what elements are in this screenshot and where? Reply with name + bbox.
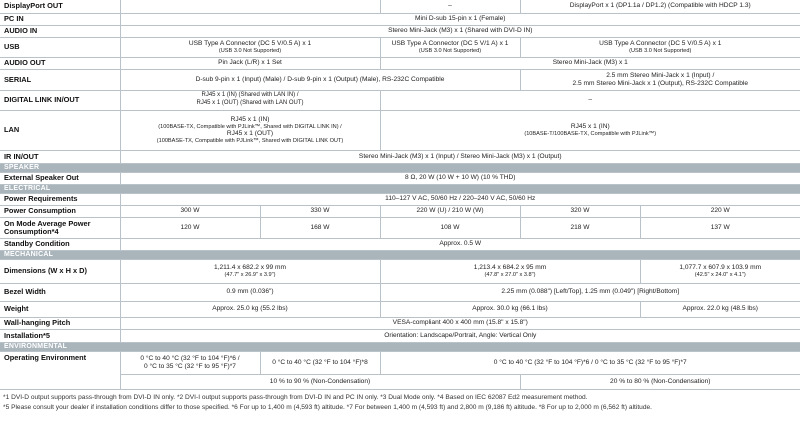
row-label: SERIAL: [0, 69, 120, 90]
row-label: DisplayPort OUT: [0, 0, 120, 13]
row-displayport-out: [0, 0, 800, 13]
cell-note: (100BASE-TX, Compatible with PJLink™, Shared with DIGITAL LINK OUT): [156, 137, 344, 144]
cell-main: 1,213.4 x 684.2 x 95 mm: [473, 264, 547, 271]
spec-cell: [640, 259, 800, 283]
row-label: Wall-hanging Pitch: [0, 317, 120, 329]
row-audio-out: [0, 57, 800, 69]
spec-cell: 137 W: [640, 217, 800, 238]
row-humidity: [0, 374, 800, 389]
row-installation: [0, 329, 800, 342]
row-label: Dimensions (W x H x D): [0, 259, 120, 283]
spec-cell: Orientation: Landscape/Portrait, Angle: Vertical Only: [120, 329, 800, 342]
spec-cell: Stereo Mini-Jack (M3) x 1 (Input) / Stereo Mini-Jack (M3) x 1 (Output): [120, 150, 800, 163]
row-operating-environment: [0, 351, 800, 374]
cell-note: (100BASE-TX, Compatible with PJLink™, Shared with DIGITAL LINK IN) /: [158, 123, 342, 130]
row-label: AUDIO OUT: [0, 57, 120, 69]
row-bezel-width: [0, 283, 800, 301]
spec-cell: Approx. 25.0 kg (55.2 lbs): [120, 301, 380, 317]
spec-cell: 0 °C to 40 °C (32 °F to 104 °F)*6 / 0 °C to 35 °C (32 °F to 95 °F)*7: [120, 351, 260, 374]
footnotes: [0, 390, 800, 414]
section-mechanical: [0, 250, 800, 259]
cell-note: (10BASE-T/100BASE-TX, Compatible with PJLink™): [524, 130, 657, 137]
cell-main: RJ45 x 1 (OUT): [226, 130, 274, 137]
spec-cell: [380, 110, 800, 150]
spec-cell: 108 W: [380, 217, 520, 238]
row-label: Standby Condition: [0, 238, 120, 250]
spec-cell: DisplayPort x 1 (DP1.1a / DP1.2) (Compatible with HDCP 1.3): [520, 0, 800, 13]
spec-cell: 110–127 V AC, 50/60 Hz / 220–240 V AC, 50/60 Hz: [120, 193, 800, 205]
row-label: PC IN: [0, 13, 120, 25]
spec-cell: 320 W: [520, 205, 640, 217]
cell-note: (USB 3.0 Not Supported): [218, 47, 282, 54]
spec-cell: [380, 37, 520, 57]
row-external-speaker: [0, 172, 800, 184]
spec-cell: Stereo Mini-Jack (M3) x 1: [380, 57, 800, 69]
spec-cell: [120, 110, 380, 150]
cell-main: RJ45 x 1 (IN): [230, 116, 270, 123]
row-dimensions: [0, 259, 800, 283]
spec-cell: 8 Ω, 20 W (10 W + 10 W) (10 % THD): [120, 172, 800, 184]
row-power-consumption: [0, 205, 800, 217]
spec-cell: 300 W: [120, 205, 260, 217]
cell-main: RJ45 x 1 (IN): [570, 123, 610, 130]
cell-main: 1,211.4 x 682.2 x 99 mm: [213, 264, 287, 271]
spec-cell: Stereo Mini-Jack (M3) x 1 (Shared with DVI-D IN): [120, 25, 800, 37]
spec-cell: 220 W: [640, 205, 800, 217]
row-standby: [0, 238, 800, 250]
row-pc-in: [0, 13, 800, 25]
footnote-line: *5 Please consult your dealer if installation conditions differ to those specified. *6 For up to 1,400 m (4,593 ft) altitude. *7 For between 1,400 m (4,593 ft) and 2,800 m (9,186 ft) altitude. *8 For up to 2,000 m (6,562 ft) altitude.: [3, 404, 653, 411]
section-title: SPEAKER: [0, 163, 800, 172]
spec-cell: 218 W: [520, 217, 640, 238]
cell-note: (USB 3.0 Not Supported): [418, 47, 482, 54]
spec-cell: 220 W (U) / 210 W (W): [380, 205, 520, 217]
spec-cell: [520, 37, 800, 57]
row-label: USB: [0, 37, 120, 57]
row-weight: [0, 301, 800, 317]
spec-cell: RJ45 x 1 (IN) (Shared with LAN IN) / RJ45 x 1 (OUT) (Shared with LAN OUT): [120, 90, 380, 110]
row-label: Power Consumption: [0, 205, 120, 217]
footnote-line: *1 DVI-D output supports pass-through from DVI-D IN only. *2 DVI-I output supports pass-through from DVI-D IN and PC IN only. *3 Dual Mode only. *4 Based on IEC 62087 Ed2 measurement method.: [3, 393, 588, 401]
row-label: AUDIO IN: [0, 25, 120, 37]
spec-cell: 0 °C to 40 °C (32 °F to 104 °F)*8: [260, 351, 380, 374]
cell-main: USB Type A Connector (DC 5 V/1 A) x 1: [391, 40, 509, 47]
cell-note: (47.8" x 27.0" x 3.8"): [484, 271, 536, 278]
spec-cell: 2.25 mm (0.088") [Left/Top], 1.25 mm (0.049") [Right/Bottom]: [380, 283, 800, 301]
cell-note: (USB 3.0 Not Supported): [629, 47, 692, 54]
spec-cell: [120, 259, 380, 283]
spec-cell: Approx. 30.0 kg (66.1 lbs): [380, 301, 640, 317]
spec-cell: Approx. 0.5 W: [120, 238, 800, 250]
row-usb: [0, 37, 800, 57]
spec-cell: 10 % to 90 % (Non-Condensation): [120, 374, 520, 389]
section-title: ELECTRICAL: [0, 184, 800, 193]
section-title: ENVIRONMENTAL: [0, 342, 800, 351]
row-label: Installation*5: [0, 329, 120, 342]
spec-cell: 0.9 mm (0.036"): [120, 283, 380, 301]
spec-cell: 168 W: [260, 217, 380, 238]
spec-cell: Pin Jack (L/R) x 1 Set: [120, 57, 380, 69]
row-label: External Speaker Out: [0, 172, 120, 184]
section-environmental: [0, 342, 800, 351]
row-lan: [0, 110, 800, 150]
row-label: LAN: [0, 110, 120, 150]
cell-note: (42.5" x 24.0" x 4.1"): [694, 271, 746, 278]
row-on-mode-power: [0, 217, 800, 238]
spec-cell: 2.5 mm Stereo Mini-Jack x 1 (Input) / 2.5 mm Stereo Mini-Jack x 1 (Output), RS-232C Compatible: [520, 69, 800, 90]
section-speaker: [0, 163, 800, 172]
row-label: On Mode Average Power Consumption*4: [0, 217, 120, 238]
spec-cell: 0 °C to 40 °C (32 °F to 104 °F)*6 / 0 °C to 35 °C (32 °F to 95 °F)*7: [380, 351, 800, 374]
section-electrical: [0, 184, 800, 193]
row-label: DIGITAL LINK IN/OUT: [0, 90, 120, 110]
row-label: Operating Environment: [0, 351, 120, 389]
spec-cell: [120, 0, 380, 13]
cell-main: USB Type A Connector (DC 5 V/0.5 A) x 1: [188, 40, 312, 47]
row-label: Weight: [0, 301, 120, 317]
cell-note: (47.7" x 26.9" x 3.9"): [224, 271, 276, 278]
spec-cell: –: [380, 0, 520, 13]
row-ir-in-out: [0, 150, 800, 163]
spec-cell: –: [380, 90, 800, 110]
spec-cell: [380, 259, 640, 283]
spec-cell: D-sub 9-pin x 1 (Input) (Male) / D-sub 9-pin x 1 (Output) (Male), RS-232C Compatible: [120, 69, 520, 90]
row-label: Power Requirements: [0, 193, 120, 205]
row-label: IR IN/OUT: [0, 150, 120, 163]
spec-cell: VESA-compliant 400 x 400 mm (15.8" x 15.8"): [120, 317, 800, 329]
row-power-requirements: [0, 193, 800, 205]
row-serial: [0, 69, 800, 90]
spec-cell: 20 % to 80 % (Non-Condensation): [520, 374, 800, 389]
cell-main: USB Type A Connector (DC 5 V/0.5 A) x 1: [599, 40, 722, 47]
row-digital-link: [0, 90, 800, 110]
row-wall-hanging: [0, 317, 800, 329]
cell-main: 1,077.7 x 607.9 x 103.9 mm: [679, 264, 762, 271]
spec-cell: Mini D-sub 15-pin x 1 (Female): [120, 13, 800, 25]
spec-cell: 330 W: [260, 205, 380, 217]
section-title: MECHANICAL: [0, 250, 800, 259]
spec-cell: [120, 37, 380, 57]
row-audio-in: [0, 25, 800, 37]
row-label: Bezel Width: [0, 283, 120, 301]
spec-cell: 120 W: [120, 217, 260, 238]
spec-cell: Approx. 22.0 kg (48.5 lbs): [640, 301, 800, 317]
